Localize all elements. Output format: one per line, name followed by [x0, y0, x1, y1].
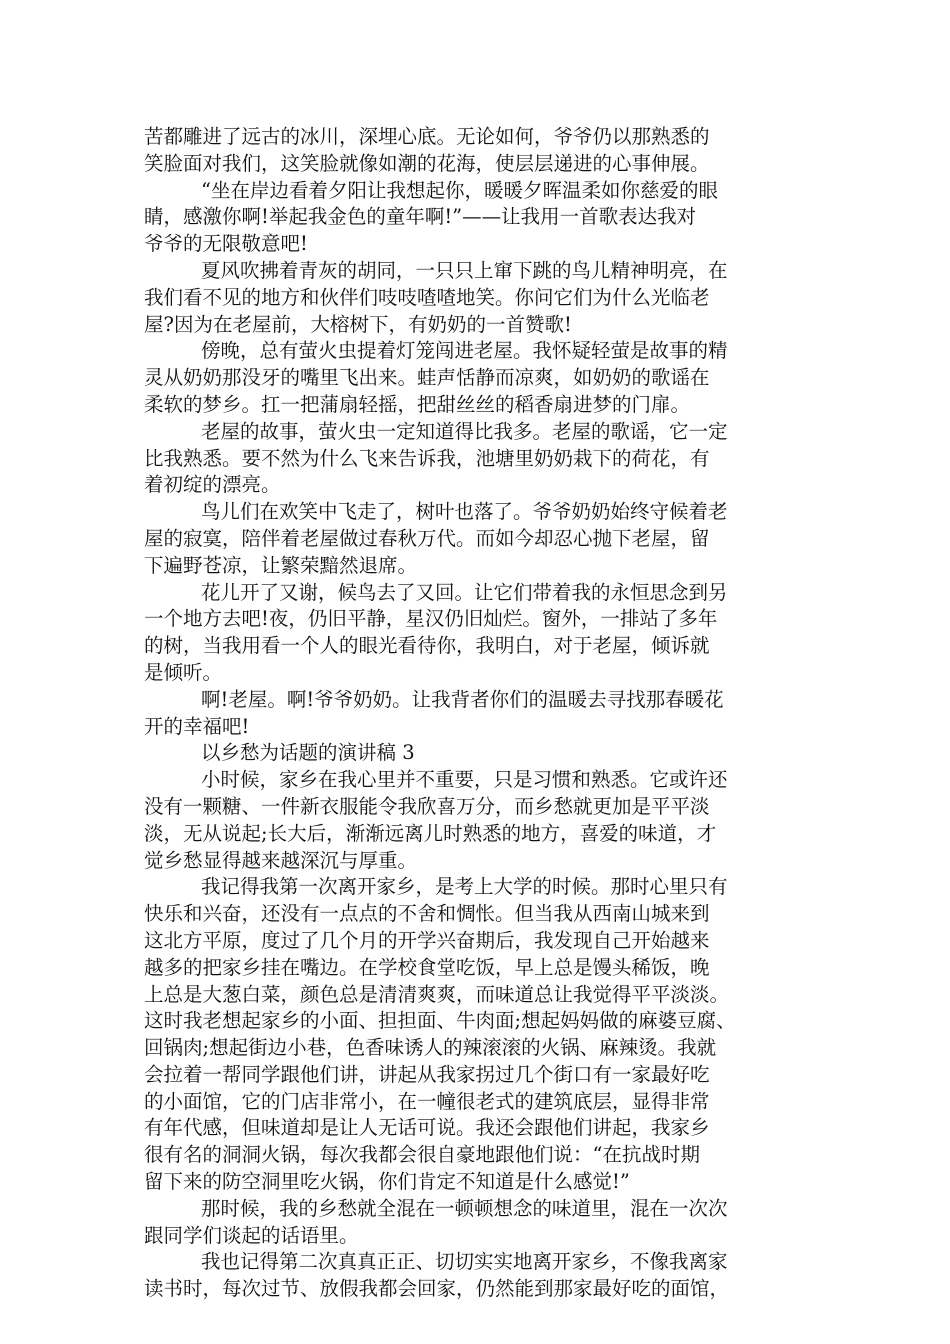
text-line: 夏风吹拂着青灰的胡同，一只只上窜下跳的鸟儿精神明亮，在 [201, 258, 728, 282]
text-line: 这北方平原，度过了几个月的开学兴奋期后，我发现自己开始越来 [144, 928, 710, 952]
text-line: 快乐和兴奋，还没有一点点的不舍和惆怅。但当我从西南山城来到 [144, 902, 710, 926]
text-line: 爷爷的无限敬意吧! [144, 232, 308, 256]
text-line: 回锅肉;想起街边小巷，色香味诱人的辣滚滚的火锅、麻辣烫。我就 [144, 1036, 717, 1060]
text-line: 花儿开了又谢，候鸟去了又回。让它们带着我的永恒思念到另 [201, 580, 728, 604]
text-line: 睛，感激你啊!举起我金色的童年啊!”——让我用一首歌表达我对 [144, 205, 697, 229]
text-line: “坐在岸边看着夕阳让我想起你，暖暖夕晖温柔如你慈爱的眼 [201, 178, 718, 202]
text-line: 跟同学们谈起的话语里。 [144, 1223, 359, 1247]
text-line: 老屋的故事，萤火虫一定知道得比我多。老屋的歌谣，它一定 [201, 419, 728, 443]
text-line: 一个地方去吧!夜，仍旧平静，星汉仍旧灿烂。窗外，一排站了多年 [144, 607, 718, 631]
text-line: 鸟儿们在欢笑中飞走了，树叶也落了。爷爷奶奶始终守候着老 [201, 500, 728, 524]
text-line: 傍晚，总有萤火虫提着灯笼闯进老屋。我怀疑轻萤是故事的精 [201, 339, 728, 363]
text-line: 的树，当我用看一个人的眼光看待你，我明白，对于老屋，倾诉就 [144, 634, 710, 658]
text-line: 读书时，每次过节、放假我都会回家，仍然能到那家最好吃的面馆， [144, 1277, 730, 1301]
text-line: 以乡愁为话题的演讲稿 3 [201, 741, 415, 765]
text-line: 淡，无从说起;长大后，渐渐远离儿时熟悉的地方，喜爱的味道，才 [144, 821, 717, 845]
text-line: 比我熟悉。要不然为什么飞来告诉我，池塘里奶奶栽下的荷花，有 [144, 446, 710, 470]
text-line: 我记得我第一次离开家乡，是考上大学的时候。那时心里只有 [201, 875, 728, 899]
text-line: 上总是大葱白菜，颜色总是清清爽爽，而味道总让我觉得平平淡淡。 [144, 982, 730, 1006]
text-line: 我也记得第二次真真正正、切切实实地离开家乡，不像我离家 [201, 1250, 728, 1274]
text-line: 啊!老屋。啊!爷爷奶奶。让我背者你们的温暖去寻找那春暖花 [201, 687, 724, 711]
text-line: 觉乡愁显得越来越深沉与厚重。 [144, 848, 418, 872]
document-body [144, 124, 824, 1303]
text-line: 下遍野苍凉，让繁荣黯然退席。 [144, 553, 418, 577]
text-line: 留下来的防空洞里吃火锅，你们肯定不知道是什么感觉!” [144, 1170, 630, 1194]
text-line: 着初绽的漂亮。 [144, 473, 281, 497]
text-line: 屋?因为在老屋前，大榕树下，有奶奶的一首赞歌! [144, 312, 572, 336]
text-line: 会拉着一帮同学跟他们讲，讲起从我家拐过几个街口有一家最好吃 [144, 1062, 710, 1086]
text-line: 开的幸福吧! [144, 714, 250, 738]
text-line: 柔软的梦乡。扛一把蒲扇轻摇，把甜丝丝的稻香扇进梦的门扉。 [144, 392, 691, 416]
text-line: 很有名的洞洞火锅，每次我都会很自豪地跟他们说：“在抗战时期 [144, 1143, 700, 1167]
text-line: 笑脸面对我们，这笑脸就像如潮的花海，使层层递进的心事伸展。 [144, 151, 710, 175]
text-line: 这时我老想起家乡的小面、担担面、牛肉面;想起妈妈做的麻婆豆腐、 [144, 1009, 736, 1033]
text-line: 小时候，家乡在我心里并不重要，只是习惯和熟悉。它或许还 [201, 768, 728, 792]
text-line: 那时候，我的乡愁就全混在一顿顿想念的味道里，混在一次次 [201, 1196, 728, 1220]
text-line: 越多的把家乡挂在嘴边。在学校食堂吃饭，早上总是馒头稀饭，晚 [144, 955, 710, 979]
text-line: 的小面馆，它的门店非常小，在一幢很老式的建筑底层，显得非常 [144, 1089, 710, 1113]
text-line: 屋的寂寞，陪伴着老屋做过春秋万代。而如今却忍心抛下老屋，留 [144, 526, 710, 550]
text-line: 苦都雕进了远古的冰川，深埋心底。无论如何，爷爷仍以那熟悉的 [144, 125, 710, 148]
text-line: 我们看不见的地方和伙伴们吱吱喳喳地笑。你问它们为什么光临老 [144, 285, 710, 309]
text-line: 有年代感，但味道却是让人无话可说。我还会跟他们讲起，我家乡 [144, 1116, 710, 1140]
text-line: 没有一颗糖、一件新衣服能令我欣喜万分，而乡愁就更加是平平淡 [144, 794, 710, 818]
text-line: 是倾听。 [144, 660, 223, 684]
text-line: 灵从奶奶那没牙的嘴里飞出来。蛙声恬静而凉爽，如奶奶的歌谣在 [144, 366, 710, 390]
